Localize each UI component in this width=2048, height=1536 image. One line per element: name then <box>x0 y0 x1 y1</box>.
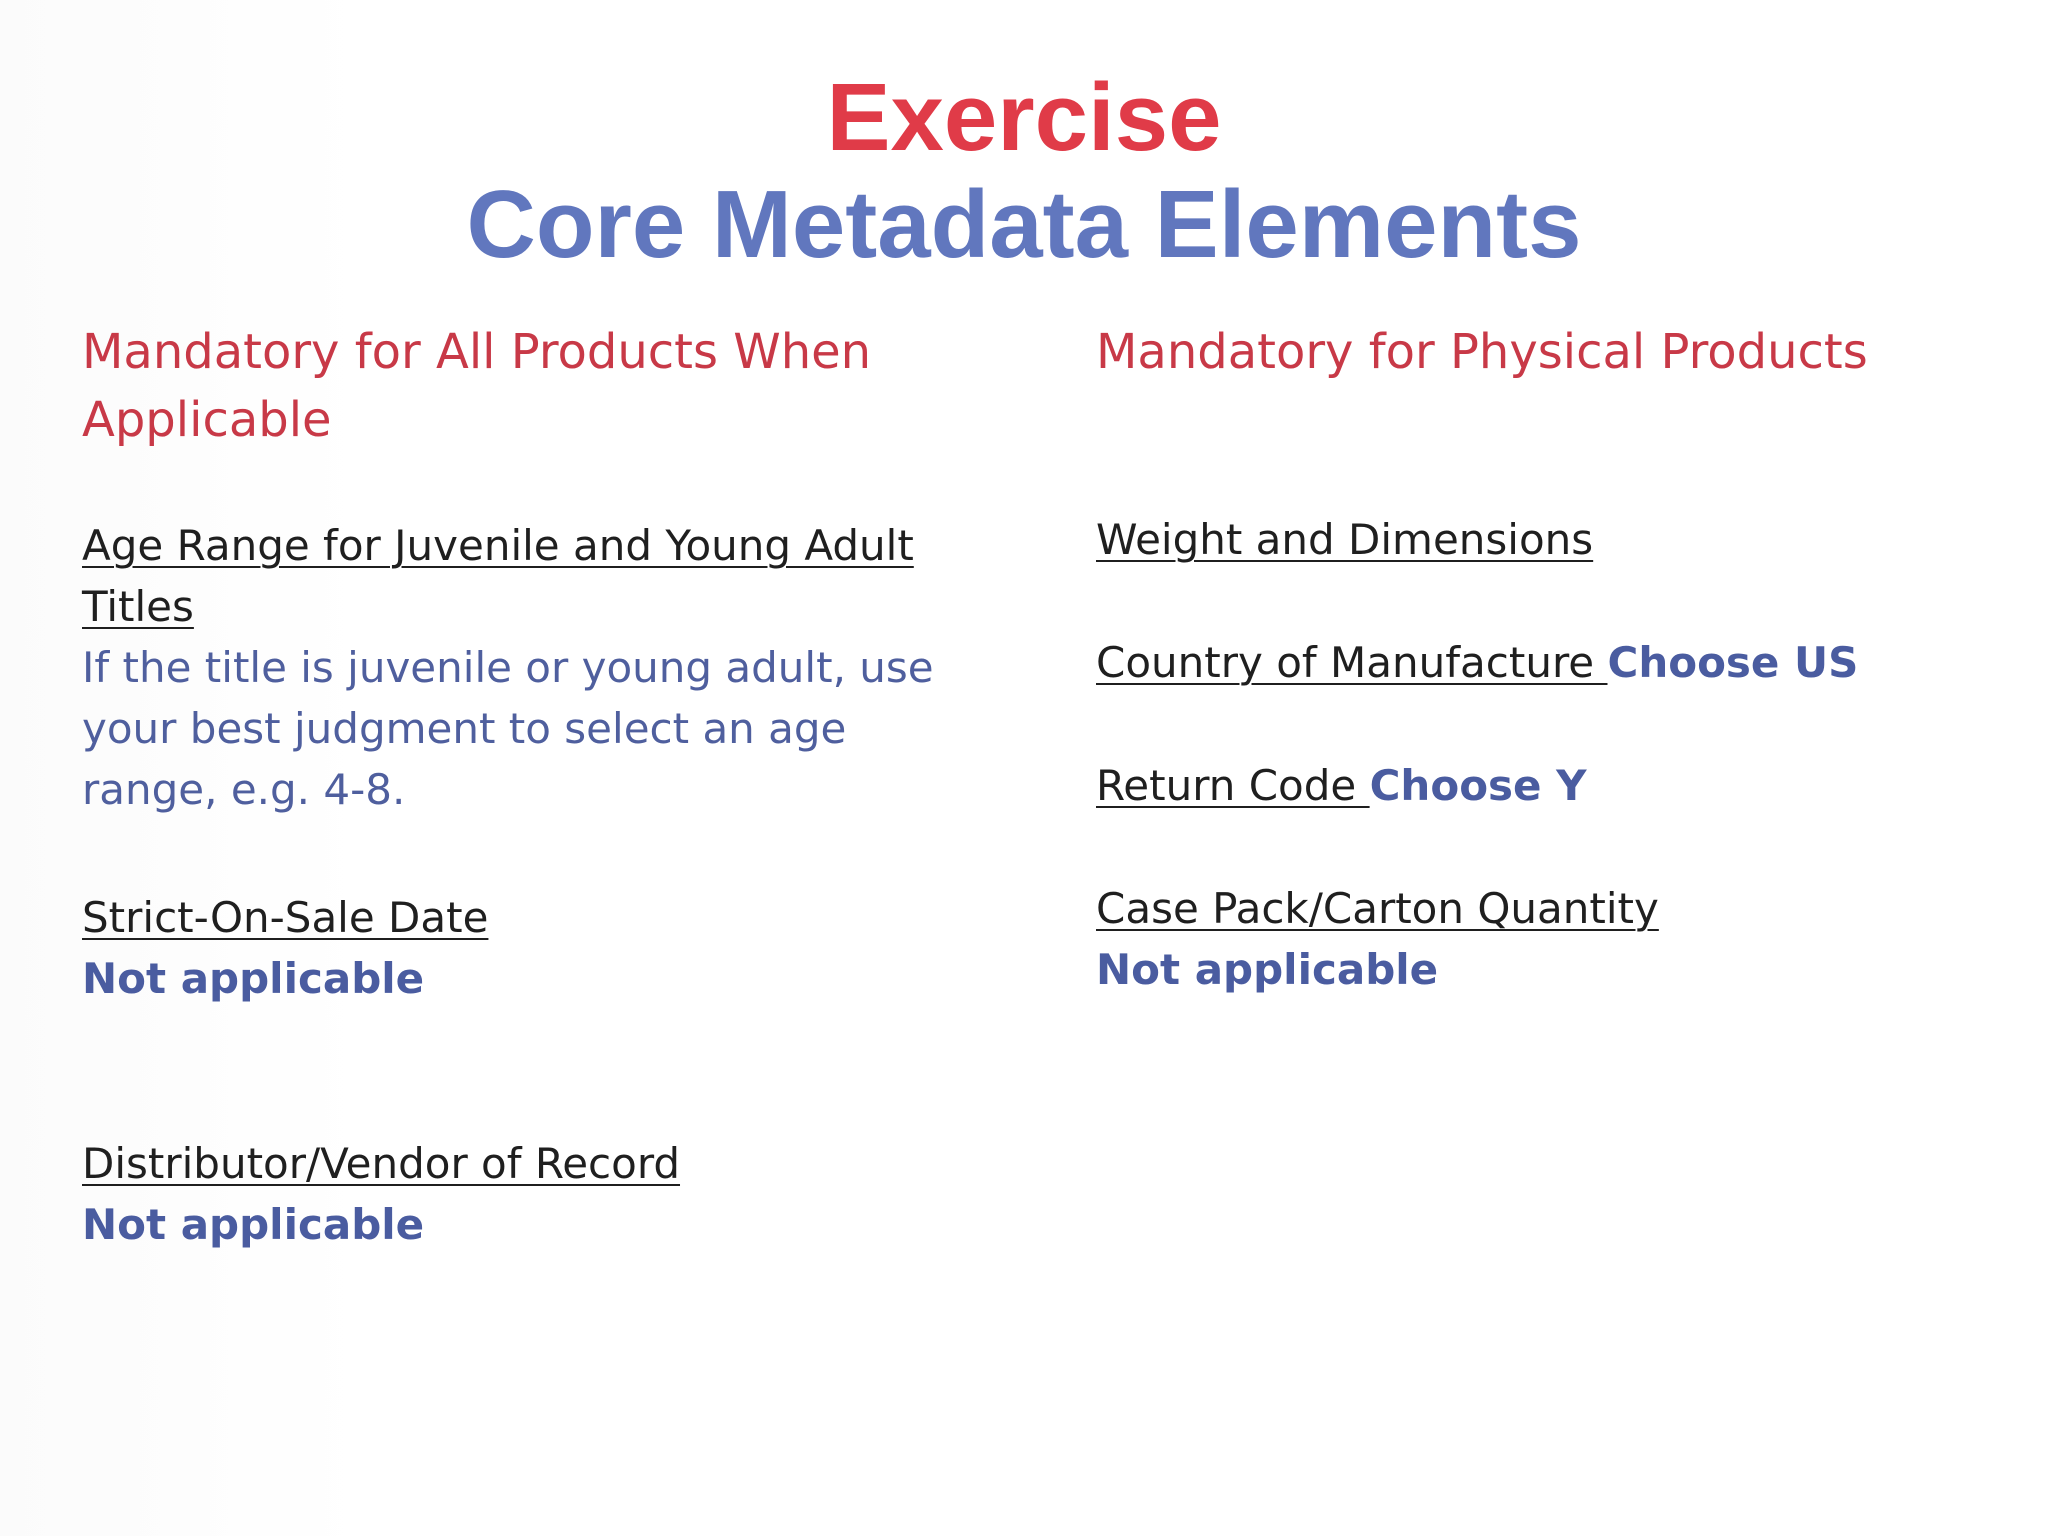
case-pack-note: Not applicable <box>1096 945 1439 994</box>
distributor-label: Distributor/Vendor of Record <box>82 1139 681 1188</box>
strict-on-sale-label: Strict-On-Sale Date <box>82 893 489 942</box>
country-manufacture-note: Choose US <box>1607 638 1859 687</box>
strict-on-sale-note: Not applicable <box>82 954 425 1003</box>
right-column-heading: Mandatory for Physical Products <box>1096 324 1868 380</box>
country-manufacture-item <box>1096 632 1996 693</box>
distributor-note: Not applicable <box>82 1200 425 1249</box>
weight-dimensions-item <box>1096 509 1996 570</box>
case-pack-label: Case Pack/Carton Quantity <box>1096 884 1659 933</box>
return-code-label: Return Code <box>1096 761 1370 810</box>
return-code-item <box>1096 755 1996 816</box>
case-pack-item <box>1096 878 1996 1000</box>
country-manufacture-label: Country of Manufacture <box>1096 638 1608 687</box>
right-column <box>1096 318 1996 994</box>
left-column-heading: Mandatory for All Products When Applicable <box>82 324 872 448</box>
return-code-note: Choose Y <box>1369 761 1587 810</box>
core-metadata-title: Core Metadata Elements <box>466 171 1582 278</box>
strict-on-sale-item <box>82 887 982 1009</box>
age-range-item <box>82 515 982 820</box>
age-range-label: Age Range for Juvenile and Young Adult Titles <box>82 521 914 631</box>
age-range-note: If the title is juvenile or young adult, use your best judgment to select an age range, e.g. 4-8. <box>82 643 934 814</box>
weight-dimensions-label: Weight and Dimensions <box>1096 515 1594 564</box>
left-column <box>82 318 982 1249</box>
distributor-item <box>82 1133 982 1255</box>
exercise-title: Exercise <box>826 64 1222 171</box>
